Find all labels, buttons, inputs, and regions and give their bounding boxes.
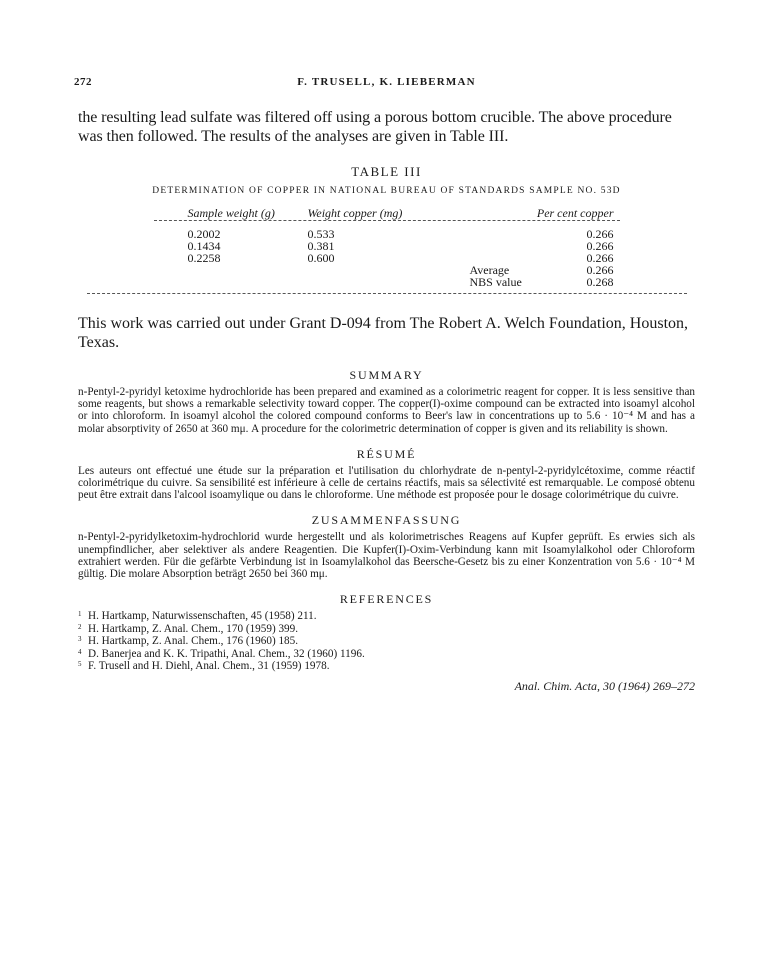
table-row <box>154 239 620 251</box>
cell-sample-weight: 0.2002 <box>187 227 221 241</box>
references-heading: REFERENCES <box>339 592 434 607</box>
cell-weight-copper: 0.600 <box>307 251 335 265</box>
cell-row-label: NBS value <box>469 275 522 289</box>
reference-text: H. Hartkamp, Naturwissenschaften, 45 (1958) 211. <box>88 610 317 623</box>
summary-heading: SUMMARY <box>349 368 424 382</box>
summary-text: n-Pentyl-2-pyridyl ketoxime hydrochloride has been prepared and examined as a colorimetric reagent for copper. It is less sensitive than some reagents, but shows a remarkable selectivity toward copper. The copper(I)-oxime compound can be extracted into isoamyl alcohol or into chloroform. In isoamyl alcohol the colored compound conforms to Beer's law in concentrations up to 5.6 · 10⁻⁴ M and has a molar absorptivity of 2650 at 360 mμ. A procedure for the colorimetric determination of copper is given and its reliability is shown. <box>78 386 695 435</box>
results-table <box>154 204 620 287</box>
cell-per-cent-copper: 0.266 <box>586 263 614 277</box>
cell-row-label: Average <box>469 263 510 277</box>
cell-sample-weight: 0.2258 <box>187 251 221 265</box>
zusammenfassung-heading: ZUSAMMENFASSUNG <box>311 513 462 528</box>
zusammenfassung-text: n-Pentyl-2-pyridylketoxim-hydrochlorid wurde hergestellt und als kolorimetrisches Reagens auf Kupfer geprüft. Es erwies sich als unempfindlicher, aber selektiver als andere Reagentien. Die Kupfer(I)-Oxim-Verbindung kann mit Isoamylalkohol oder Chloroform extrahiert werden. Für die gefärbte Verbindung ist in Isoamylalkohol das Beersche-Gesetz bis zu einer Konzentration von 5.6 · 10⁻⁴ M gültig. Die molare Absorption beträgt 2650 bei 360 mμ. <box>78 531 695 581</box>
cell-weight-copper: 0.381 <box>307 239 335 253</box>
reference-text: H. Hartkamp, Z. Anal. Chem., 170 (1959) 399. <box>88 622 299 635</box>
journal-citation: Anal. Chim. Acta, 30 (1964) 269–272 <box>514 678 695 693</box>
reference-number: 4 <box>78 647 82 656</box>
cell-per-cent-copper: 0.268 <box>586 275 614 289</box>
reference-item <box>78 648 695 661</box>
journal-page <box>74 64 695 694</box>
reference-item <box>78 635 695 648</box>
reference-number: 2 <box>78 622 82 631</box>
running-head: F. TRUSELL, K. LIEBERMAN <box>297 76 476 88</box>
page-header <box>74 64 695 88</box>
reference-number: 1 <box>78 610 82 619</box>
column-header-sample-weight: Sample weight (g) <box>187 206 275 220</box>
cell-weight-copper: 0.533 <box>307 227 335 241</box>
reference-number: 5 <box>78 660 82 669</box>
cell-per-cent-copper: 0.266 <box>586 251 614 265</box>
table-row <box>154 251 620 263</box>
table-caption: DETERMINATION OF COPPER IN NATIONAL BUREAU OF STANDARDS SAMPLE NO. 53D <box>152 186 621 196</box>
reference-list <box>78 610 695 673</box>
reference-text: F. Trusell and H. Diehl, Anal. Chem., 31 (1959) 1978. <box>88 660 330 673</box>
table-header-row <box>154 204 620 221</box>
table-row-nbs-value <box>154 275 620 287</box>
resume-heading: RÉSUMÉ <box>356 446 417 461</box>
cell-per-cent-copper: 0.266 <box>586 239 614 253</box>
table-bottom-rule <box>87 293 687 294</box>
reference-text: D. Banerjea and K. K. Tripathi, Anal. Chem., 32 (1960) 1196. <box>88 647 365 660</box>
reference-text: H. Hartkamp, Z. Anal. Chem., 176 (1960) 185. <box>88 635 299 648</box>
column-header-per-cent-copper: Per cent copper <box>536 206 614 220</box>
reference-item <box>78 610 695 623</box>
acknowledgement: This work was carried out under Grant D-094 from The Robert A. Welch Foundation, Houston, Texas. <box>78 315 689 351</box>
cell-per-cent-copper: 0.266 <box>586 227 614 241</box>
resume-text: Les auteurs ont effectué une étude sur la préparation et l'utilisation du chlorhydrate de n-pentyl-2-pyridylcétoxime, comme réactif colorimétrique du cuivre. Sa sensibilité est inférieure à celle de certains réactifs, mais sa sélectivité est remarquable. Le composé obtenu peut être extrait dans l'alcool isoamylique ou dans le chloroforme. Une méthode est proposée pour le dosage colorimétrique du cuivre. <box>78 464 695 502</box>
table-row-average <box>154 263 620 275</box>
reference-item <box>78 660 695 673</box>
reference-item <box>78 623 695 636</box>
page-number: 272 <box>74 76 92 88</box>
cell-sample-weight: 0.1434 <box>187 239 221 253</box>
table-title: TABLE III <box>351 164 422 179</box>
table-body <box>154 221 620 287</box>
lead-paragraph: the resulting lead sulfate was filtered off using a porous bottom crucible. The above procedure was then followed. The results of the analyses are given in Table III. <box>78 109 672 145</box>
column-header-weight-copper: Weight copper (mg) <box>307 206 403 220</box>
table-row <box>154 227 620 239</box>
reference-number: 3 <box>78 635 82 644</box>
